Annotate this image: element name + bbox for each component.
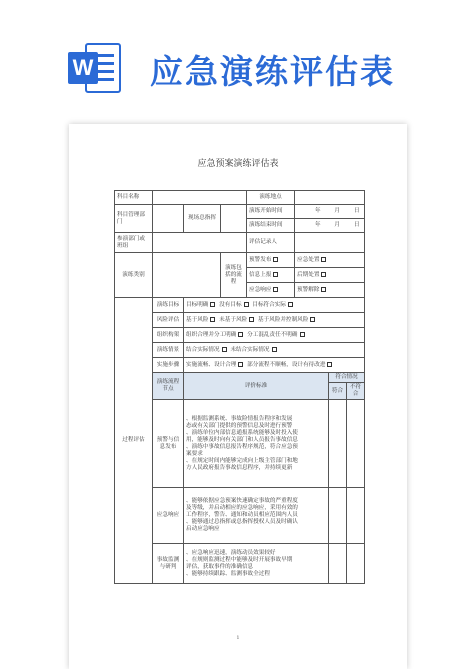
header-no: 不符合	[347, 383, 365, 400]
fit-no-cell[interactable]	[347, 544, 365, 584]
label-subject-name: 科目名称	[115, 191, 153, 205]
process-item-label: 预警发布	[249, 256, 272, 263]
option-label: 实施流畅、设计合理	[186, 361, 237, 368]
checkbox[interactable]	[238, 332, 243, 337]
checkbox[interactable]	[300, 332, 305, 337]
criterion-text: 评估，获取事件的准确信息	[186, 563, 254, 570]
banner-title: 应急演练评估表	[150, 52, 395, 91]
option-label: 部分流程不顺畅，设计有待改进	[247, 361, 326, 368]
process-item-label: 应急响应	[249, 286, 272, 293]
page-number: 1	[236, 635, 240, 641]
label-org-struct: 组织构架	[153, 328, 184, 343]
label-process-eval: 过程评估	[115, 298, 153, 584]
header-fit: 符合情况	[329, 373, 365, 383]
scene-options	[184, 343, 365, 358]
criterion-text: 案要求	[186, 450, 203, 457]
checkbox[interactable]	[222, 347, 227, 352]
criterion-text: 、在规定时间内能够完成向上级主管部门和地	[186, 457, 298, 464]
process-item-label: 信息上报	[249, 271, 272, 278]
label-dept: 科目管理部门	[115, 205, 153, 233]
checkbox[interactable]	[321, 287, 326, 292]
checkbox[interactable]	[321, 272, 326, 277]
option-label: 没有目标	[219, 301, 242, 308]
goal-options	[184, 298, 365, 313]
value-evaluator[interactable]	[295, 233, 365, 253]
option-label: 基于风险并控制风险	[257, 316, 309, 323]
org-options	[184, 328, 365, 343]
table-row	[115, 544, 365, 584]
year-label: 年	[315, 222, 321, 228]
checkbox[interactable]	[273, 272, 278, 277]
label-drill-process: 演练包括的流程	[221, 253, 247, 298]
evaluation-form	[114, 190, 365, 584]
day-label: 日	[353, 208, 360, 214]
criterion-text: 、在规则监测过程中能够及时开展事故早期	[186, 556, 293, 563]
checkbox[interactable]	[327, 362, 332, 367]
label-risk-eval: 风险评估	[153, 313, 184, 328]
option-label: 基于风险	[186, 316, 209, 323]
checkbox[interactable]	[210, 317, 215, 322]
option-label: 组织合理并分工明确	[186, 331, 237, 338]
criterion-text: 及等级，并启动相应的应急响应，采用有效的	[186, 505, 298, 511]
fit-yes-cell[interactable]	[329, 400, 347, 488]
criterion-text: 、能够依据应急预案快速确定事故的严重程度	[186, 498, 298, 504]
process-item	[295, 253, 365, 268]
checkbox[interactable]	[321, 257, 326, 262]
value-end-time[interactable]	[295, 219, 365, 233]
process-item	[247, 283, 295, 298]
criterion-text: 态或有关部门提供的预警信息及时进行预警	[186, 422, 293, 429]
node-warning: 预警与信息发布	[153, 400, 184, 488]
label-participants: 参演部门或班组	[115, 233, 153, 253]
option-label: 分工混乱责任不明确	[247, 331, 298, 338]
fit-no-cell[interactable]	[347, 400, 365, 488]
option-label: 未结合实际情况	[230, 346, 270, 353]
criterion-text: 启动应急响应	[186, 526, 220, 532]
table-row	[115, 191, 365, 205]
label-start-time: 演练开始时间	[247, 205, 295, 219]
criterion-text: 用，能够及时向有关部门和人员报告事故信息	[186, 436, 298, 443]
label-drill-goal: 演练目标	[153, 298, 184, 313]
checkbox[interactable]	[288, 302, 293, 307]
monitor-standard	[184, 544, 329, 584]
fit-no-cell[interactable]	[347, 488, 365, 544]
checkbox[interactable]	[244, 302, 249, 307]
label-evaluator: 评估记录人	[247, 233, 295, 253]
process-item	[295, 283, 365, 298]
table-row	[115, 233, 365, 253]
table-row	[115, 298, 365, 313]
value-location[interactable]	[295, 191, 365, 205]
node-monitor: 事故监测与研判	[153, 544, 184, 584]
checkbox[interactable]	[272, 347, 277, 352]
header-standard: 评价标准	[184, 373, 329, 400]
word-icon	[66, 40, 122, 96]
table-row	[115, 488, 365, 544]
value-commander[interactable]	[221, 205, 247, 233]
criterion-text: 方人民政府报告事故信息程序，并持续更新	[186, 464, 293, 471]
table-row	[115, 313, 365, 328]
node-response: 应急响应	[153, 488, 184, 544]
document-title: 应急预案演练评估表	[197, 159, 279, 169]
checkbox[interactable]	[249, 317, 254, 322]
process-item	[295, 268, 365, 283]
table-row	[115, 343, 365, 358]
risk-options	[184, 313, 365, 328]
criterion-text: 、根据监测系统、事故险情报告程序和发展	[186, 415, 293, 422]
criterion-text: 、演练单位内部信息通报系统能够及时投入使	[186, 429, 298, 436]
value-subject-name[interactable]	[153, 191, 247, 205]
criterion-text: 、能够持续跟踪、监测事故全过程	[186, 570, 270, 577]
header-node: 演练流程节点	[153, 373, 184, 400]
option-label: 结合实际情况	[186, 346, 220, 353]
option-label: 未基于风险	[219, 316, 248, 323]
label-impl-steps: 实施步骤	[153, 358, 184, 373]
fit-yes-cell[interactable]	[329, 544, 347, 584]
checkbox[interactable]	[210, 302, 215, 307]
checkbox[interactable]	[273, 257, 278, 262]
label-drill-type: 演练类别	[115, 253, 153, 298]
value-participants[interactable]	[153, 233, 247, 253]
option-label: 目标符合实际	[252, 301, 286, 308]
value-drill-type[interactable]	[153, 253, 221, 298]
process-item	[247, 268, 295, 283]
value-start-time[interactable]	[295, 205, 365, 219]
document-page	[69, 124, 407, 669]
checkbox[interactable]	[273, 287, 278, 292]
process-item-label: 应急处置	[297, 256, 320, 263]
svg-text:W: W	[72, 55, 94, 80]
header-yes: 符合	[329, 383, 347, 400]
checkbox[interactable]	[310, 317, 315, 322]
option-label: 目标明确	[186, 301, 209, 308]
table-row	[115, 400, 365, 488]
fit-yes-cell[interactable]	[329, 488, 347, 544]
process-item-label: 后期处置	[297, 271, 320, 278]
year-label: 年	[315, 208, 321, 214]
month-label: 月	[334, 208, 341, 214]
process-item-label: 预警解除	[297, 286, 320, 293]
table-row	[115, 328, 365, 343]
label-commander: 现场总指挥	[184, 205, 221, 233]
table-row	[115, 205, 365, 219]
month-label: 月	[334, 222, 341, 228]
criterion-text: 、演练中事故信息报告程序规范，符合应急预	[186, 443, 298, 450]
criterion-text: 、能够通过总指挥或总指挥授权人员及时确认	[186, 519, 298, 525]
criterion-text: 工作程序，警告、通知和动员相应范围内人员	[186, 512, 298, 518]
table-header-row	[115, 373, 365, 383]
label-location: 演练地点	[247, 191, 295, 205]
label-end-time: 演练结束时间	[247, 219, 295, 233]
impl-options	[184, 358, 365, 373]
value-dept[interactable]	[153, 205, 184, 233]
warning-standard	[184, 400, 329, 488]
checkbox[interactable]	[238, 362, 243, 367]
day-label: 日	[353, 222, 360, 228]
table-row	[115, 253, 365, 268]
label-drill-scene: 演练情景	[153, 343, 184, 358]
table-row	[115, 358, 365, 373]
criterion-text: 、应急响应迅速，演练动员效果较好	[186, 549, 276, 556]
banner	[0, 0, 474, 118]
process-item	[247, 253, 295, 268]
response-standard	[184, 488, 329, 544]
